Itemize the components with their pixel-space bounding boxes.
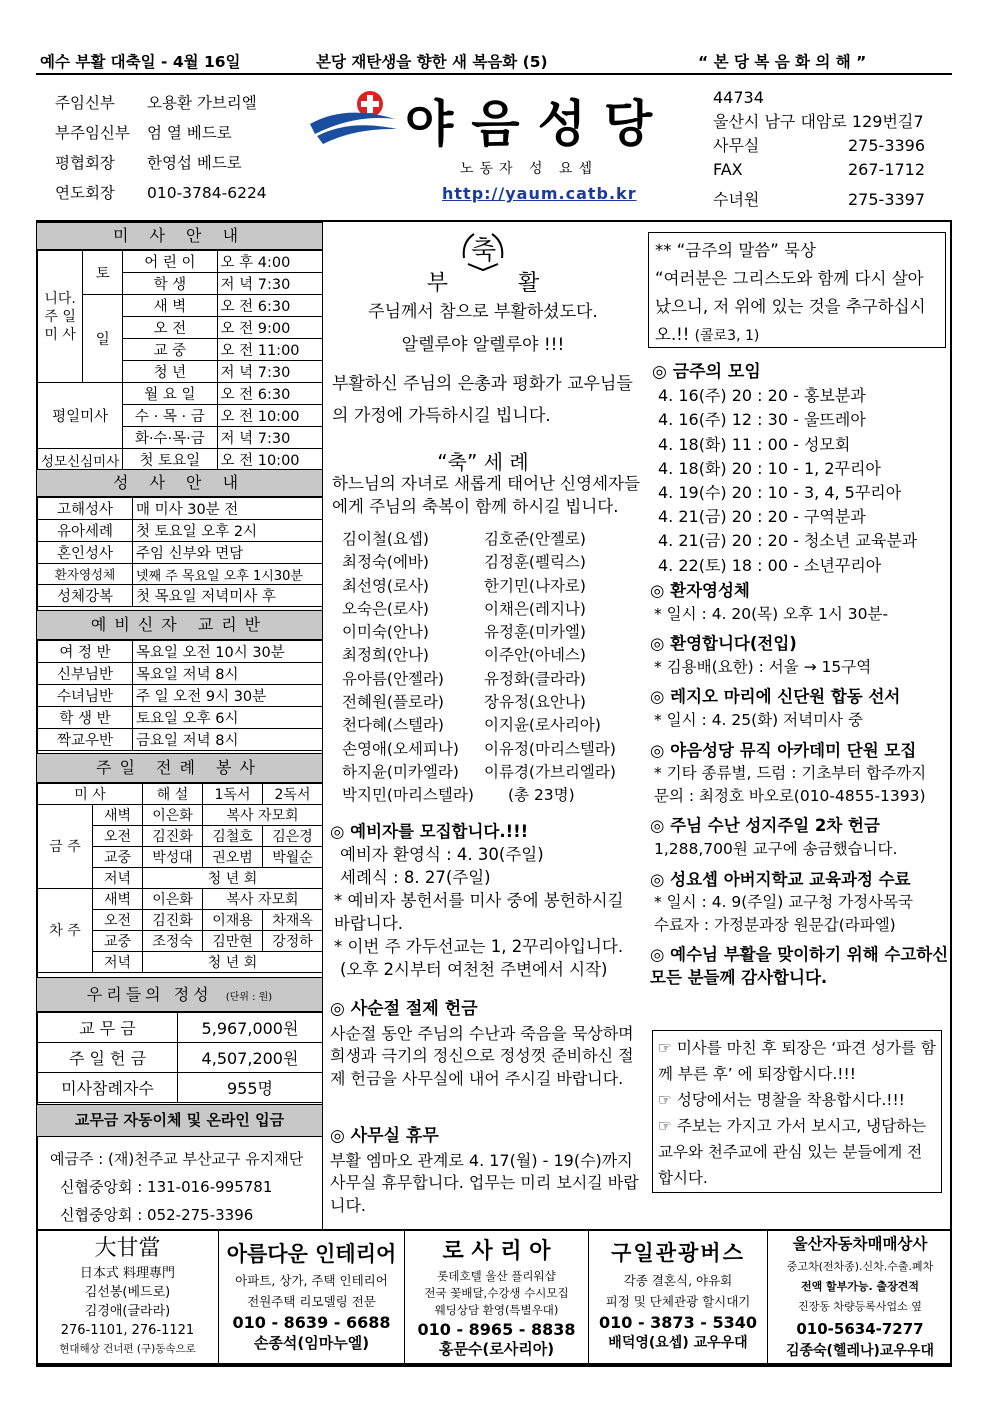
address: 울산시 남구 대암로 129번길7 (713, 112, 924, 131)
baptism-name: 손영애(오세피나) (342, 739, 459, 758)
mass-time: 저 녁 7:30 (217, 273, 323, 295)
class-time: 주 일 오전 9시 30분 (133, 685, 323, 707)
recruit-line: * 예비자 봉헌서를 미사 중에 봉헌하시길 바랍니다. (334, 891, 624, 933)
class-name: 신부님반 (38, 663, 133, 685)
notice-line: * 김용배(요한) : 서울 → 15구역 (654, 657, 872, 676)
sunday-label: 일 (83, 295, 123, 383)
class-name: 학 생 반 (38, 707, 133, 729)
baptism-text: 하느님의 자녀로 새롭게 태어난 신영세자들에게 주님의 축복이 함께 하시길 빕니다. (332, 474, 640, 516)
next-week-label: 차 주 (38, 889, 93, 973)
class-time: 금요일 저녁 8시 (133, 729, 323, 751)
top-bar (40, 50, 952, 72)
sacrament-desc: 첫 토요일 오후 2시 (133, 520, 323, 542)
ad-car-dealer: 울산자동차매매상사 중고차(전차종).신차.수출.폐차 전액 할부가능. 출장견적 진장동 차량등록사업소 옆 010-5634-7277 김종숙(헬레나)교우우대 (785, 1235, 935, 1359)
mass-who: 교 중 (123, 339, 217, 361)
notice-line: 문의 : 최정호 바오로(010-4855-1393) (654, 786, 926, 805)
staff-row: 부주임신부 엄 열 베드로 (55, 124, 232, 142)
catechumen-recruit (330, 820, 642, 981)
devotion-mass-label: 성모신심미사 (38, 449, 123, 471)
meeting-item: 4. 21(금) 20 : 20 - 구역분과 (658, 507, 866, 527)
class-time: 목요일 오전 10시 30분 (133, 641, 323, 663)
baptism-name: 유정훈(미카엘) (484, 623, 586, 642)
class-time: 토요일 오후 6시 (133, 707, 323, 729)
col-header: 미 사 (38, 784, 143, 805)
sacraments-table (37, 497, 323, 607)
sacrament-desc: 매 미사 30분 전 (133, 498, 323, 520)
ad-restaurant: 大甘當 日本式 料理專門 김선봉(베드로) 김경애(글라라) 276-1101, 276-1121 현대해상 건너편 (구)동속으로 (59, 1236, 196, 1355)
nuns-phone: 수녀원 275-3397 (713, 190, 926, 209)
ad-florist: 로 사 리 아 롯데호텔 울산 플리워샵 전국 꽃배달,수강생 수시모집 웨딩상담 환영(특별우대) 010 - 8965 - 8838 홍문수(로사리아) (417, 1239, 576, 1358)
baptism-name: 이채은(레지나) (484, 599, 586, 618)
office-closed (330, 1125, 640, 1217)
baptism-name: 최정희(안나) (342, 646, 429, 665)
offering-header: 우리들의 정성 (단위 : 원) (37, 977, 322, 1012)
meeting-item: 4. 22(토) 18 : 00 - 소년꾸리아 (658, 555, 882, 575)
class-name: 여 정 반 (38, 641, 133, 663)
sacrament-desc: 주임 신부와 면담 (133, 542, 323, 564)
church-name: 야음성당 (405, 94, 671, 153)
notice-title: ◎ 성요셉 아버지학교 교육과정 수료 (650, 869, 911, 889)
baptism-name: 이유정(마리스텔라) (484, 739, 616, 758)
office-phone: 사무실 275-3396 (713, 136, 926, 155)
notice-title: ◎ 환자영성체 (650, 581, 750, 600)
year-motto: “ 본 당 복 음 화 의 해 ” (698, 53, 867, 71)
meetings (652, 360, 952, 578)
lent-text: 사순절 동안 주님의 수난과 죽음을 묵상하며 희생과 극기의 정신으로 정성껏 준비하신 절제 헌금을 사무실에 내어 주시길 바랍니다. (330, 1023, 634, 1088)
baptism-name: 김호준(안젤로) (484, 530, 586, 548)
lent-title: ◎ 사순절 절제 헌금 (330, 999, 478, 1019)
recruit-line: 세례식 : 8. 27(주일) (340, 868, 491, 887)
mass-who: 새 벽 (123, 295, 217, 317)
baptism-name: 하지윤(미카엘라) (342, 762, 459, 781)
mass-time: 오 전 11:00 (217, 339, 323, 361)
notice-line: 1,288,700원 교구에 송금했습니다. (654, 839, 898, 858)
baptism-name: 한기민(나자로) (484, 576, 586, 595)
sacrament-name: 성체강복 (38, 585, 133, 607)
bank-holder: 예금주 : (재)천주교 부산교구 유지재단 (50, 1150, 304, 1168)
feast-label: 예수 부활 대축일 - 4월 16일 (40, 53, 241, 71)
reminder-exit: ☞ 미사를 마친 후 퇴장은 ‘파견 성가를 함께 부른 후’ 에 퇴장합시다.!!! (658, 1039, 936, 1083)
mass-time: 오 전 6:30 (217, 295, 323, 317)
word-ref: (콜로3, 1) (694, 328, 760, 344)
catechumen-table (37, 640, 323, 751)
notice-title: ◎ 야음성당 뮤직 아카데미 단원 모집 (650, 740, 917, 760)
meetings-list (652, 384, 952, 578)
baptism-title: “축” 세 례 (437, 450, 529, 474)
catechumen-header: 예비신자 교리반 (37, 610, 322, 640)
baptism-names-right (484, 528, 644, 808)
reminder-box (652, 1030, 942, 1193)
ad-bus: 구일관광버스 각종 결혼식, 야유회 피정 및 단체관광 할시대기 010 - 3873 - 5340 배덕영(요셉) 교우우대 (598, 1241, 758, 1351)
sacrament-name: 환자영성체 (38, 564, 133, 585)
baptism-name: 유정화(클라라) (484, 669, 586, 688)
lent-offering (330, 998, 640, 1090)
baptism-name: 이미숙(안나) (342, 623, 429, 642)
notice-line: 수료자 : 가정분과장 원문갑(라파엘) (654, 915, 896, 934)
mass-who: 수 · 목 · 금 (123, 405, 217, 427)
liturgy-header: 주일 전례 봉사 (37, 753, 322, 783)
mass-time: 오 전 6:30 (217, 383, 323, 405)
notice-title: ◎ 예수님 부활을 맞이하기 위해 수고하신 모든 분들께 감사합니다. (650, 945, 949, 987)
series-title: 본당 재탄생을 향한 새 복음화 (5) (316, 53, 548, 71)
baptism-name: 유아름(안젤라) (342, 669, 444, 688)
notice-title: ◎ 환영합니다(전입) (650, 634, 797, 654)
meeting-item: 4. 18(화) 11 : 00 - 성모회 (658, 434, 851, 454)
mass-who: 어 린 이 (123, 251, 217, 273)
mass-time: 오 후 4:00 (217, 251, 323, 273)
notice-title: ◎ 주님 수난 성지주일 2차 헌금 (650, 816, 880, 836)
staff-list (55, 88, 267, 208)
recruit-line: * 이번 주 가두선교는 1, 2꾸리아입니다. (334, 937, 624, 956)
patron-saint: 노동자 성 요셉 (460, 161, 599, 177)
notices (650, 580, 950, 990)
staff-row: 평협회장 한영섭 베드로 (55, 154, 242, 172)
fax: FAX 267-1712 (713, 160, 926, 179)
baptism-name: 김정훈(펠릭스) (484, 553, 586, 572)
mass-header: 미 사 안 내 (37, 222, 322, 250)
this-week-label: 금 주 (38, 805, 93, 889)
reminder-bulletin: ☞ 주보는 가지고 가서 보시고, 냉담하는 교우와 천주교에 관심 있는 분들에게 전합시다. (658, 1117, 927, 1187)
liturgy-table: 미 사 해 설 1독서 2독서 금 주 새벽 이은화 복사 자모회 오전 김진화 김철호 김은경 교중 박성대 권오범 박월순 저녁 청 년 회 차 주 새벽 이은화 복사 자모회 오전 김진화 이재용 차재옥 교중 조정숙 김만현 강정하 저녁 청 년 회 (37, 783, 323, 973)
meeting-item: 4. 21(금) 20 : 20 - 청소년 교육분과 (658, 531, 918, 551)
word-text: “여러분은 그리스도와 함께 다시 살아났으니, 저 위에 있는 것을 추구하십시오.!! (655, 269, 926, 344)
baptism-name: 전혜원(플로라) (342, 693, 444, 712)
weekday-mass-label: 평일미사 (38, 383, 123, 449)
baptism-name: (총 23명) (508, 786, 575, 805)
word-title: ** “금주의 말씀” 묵상 (655, 241, 816, 260)
baptism-name: 오숙은(로사) (342, 599, 429, 618)
col-header: 해 설 (143, 784, 203, 805)
notice-line: * 일시 : 4. 20(목) 오후 1시 30분- (654, 604, 889, 623)
offering-table: 교 무 금 5,967,000원 주 일 헌 금 4,507,200원 미사참례자수 955명 (37, 1012, 323, 1103)
mass-time: 오 전 10:00 (217, 405, 323, 427)
website-link[interactable]: http://yaum.catb.kr (442, 184, 637, 203)
baptism-name: 김이철(요셉) (342, 530, 429, 548)
baptism-name: 박지민(마리스텔라) (342, 786, 474, 805)
church-logo-icon (305, 84, 405, 154)
bank-account-2: 신협중앙회 : 052-275-3396 (60, 1206, 254, 1224)
baptism-names-left (342, 528, 492, 808)
sacrament-name: 고해성사 (38, 498, 133, 520)
mass-time: 저 녁 7:30 (217, 361, 323, 383)
sunday-mass-label: 니다. 주 일 미 사 (38, 251, 83, 383)
contact-info (713, 86, 953, 212)
recruit-line: (오후 2시부터 여천천 주변에서 시작) (340, 960, 608, 979)
meeting-item: 4. 19(수) 20 : 10 - 3, 4, 5꾸리아 (658, 483, 902, 503)
col-header: 2독서 (263, 784, 323, 805)
baptism-name: 천다혜(스텔라) (342, 716, 444, 735)
mass-table (37, 250, 323, 471)
notice-line: * 일시 : 4. 25(화) 저녁미사 중 (654, 710, 863, 729)
baptism-name: 이주안(아네스) (484, 646, 586, 665)
mass-who: 월 요 일 (123, 383, 217, 405)
meeting-item: 4. 18(화) 20 : 10 - 1, 2꾸리아 (658, 458, 881, 478)
bank-header: 교무금 자동이체 및 온라인 입금 (37, 1104, 322, 1137)
emblem-text: 축 (470, 236, 497, 266)
col-header: 1독서 (203, 784, 263, 805)
bank-account-1: 신협중앙회 : 131-016-995781 (60, 1178, 273, 1196)
notice-title: ◎ 레지오 마리에 신단원 합동 선서 (650, 687, 901, 707)
office-closed-title: ◎ 사무실 휴무 (330, 1126, 439, 1146)
mass-who: 청 년 (123, 361, 217, 383)
mass-time: 오 전 9:00 (217, 317, 323, 339)
notice-line: * 일시 : 4. 9(주일) 교구청 가정사목국 (654, 893, 913, 912)
devotion-time: 오 전 10:00 (217, 449, 323, 471)
class-name: 짝교우반 (38, 729, 133, 751)
easter-greeting: 부활하신 주님의 은총과 평화가 교우님들의 가정에 가득하시길 빕니다. (332, 374, 633, 426)
mass-time: 저 녁 7:30 (217, 427, 323, 449)
sacrament-name: 혼인성사 (38, 542, 133, 564)
recruit-title: ◎ 예비자를 모집합니다.!!! (330, 822, 529, 841)
reminder-nametag: ☞ 성당에서는 명찰을 착용합시다.!!! (658, 1091, 905, 1109)
staff-row: 연도회장 010-3784-6224 (55, 184, 267, 202)
recruit-line: 예비자 환영식 : 4. 30(주일) (340, 845, 544, 864)
devotion-day: 첫 토요일 (123, 449, 217, 471)
baptism-name: 최선영(로사) (342, 576, 429, 595)
bank-info (50, 1145, 303, 1229)
class-name: 수녀님반 (38, 685, 133, 707)
office-closed-text: 부활 엠마오 관계로 4. 17(월) - 19(수)까지 사무실 휴무합니다. 업무는 미리 보시길 바랍니다. (330, 1150, 639, 1215)
meeting-item: 4. 16(주) 12 : 30 - 울뜨레아 (658, 410, 866, 430)
sacrament-desc: 첫 목요일 저녁미사 후 (133, 585, 323, 607)
meetings-title: ◎ 금주의 모임 (652, 362, 761, 382)
meeting-item: 4. 16(주) 20 : 20 - 홍보분과 (658, 386, 866, 406)
saturday-label: 토 (83, 251, 123, 295)
notice-line: * 기타 종류별, 드럼 : 기초부터 합주까지 (654, 764, 927, 783)
easter-line-1: 주님께서 참으로 부활하셨도다. (368, 302, 598, 322)
ad-interior: 아름다운 인테리어 아파트, 상가, 주택 인테리어 전원주택 리모델링 전문 010 - 8639 - 6688 손종석(임마누엘) (226, 1242, 397, 1352)
easter-title: 부 활 (426, 271, 540, 296)
baptism-name: 최정숙(에바) (342, 553, 429, 572)
mass-who: 오 전 (123, 317, 217, 339)
sacrament-desc: 넷째 주 목요일 오후 1시30분 (133, 564, 323, 585)
mass-who: 학 생 (123, 273, 217, 295)
word-box (648, 232, 946, 348)
baptism-name: 장유정(요안나) (484, 693, 586, 712)
easter-line-2: 알렐루야 알렐루야 !!! (401, 335, 565, 355)
class-time: 목요일 저녁 8시 (133, 663, 323, 685)
baptism-name: 이지윤(로사리아) (484, 716, 601, 735)
zip-code: 44734 (713, 88, 764, 107)
sacraments-header: 성 사 안 내 (37, 469, 322, 497)
staff-row: 주임신부 오용환 가브리엘 (55, 94, 257, 112)
sacrament-name: 유아세례 (38, 520, 133, 542)
mass-who: 화·수·목·금 (123, 427, 217, 449)
baptism-name: 이류경(가브리엘라) (484, 762, 616, 781)
